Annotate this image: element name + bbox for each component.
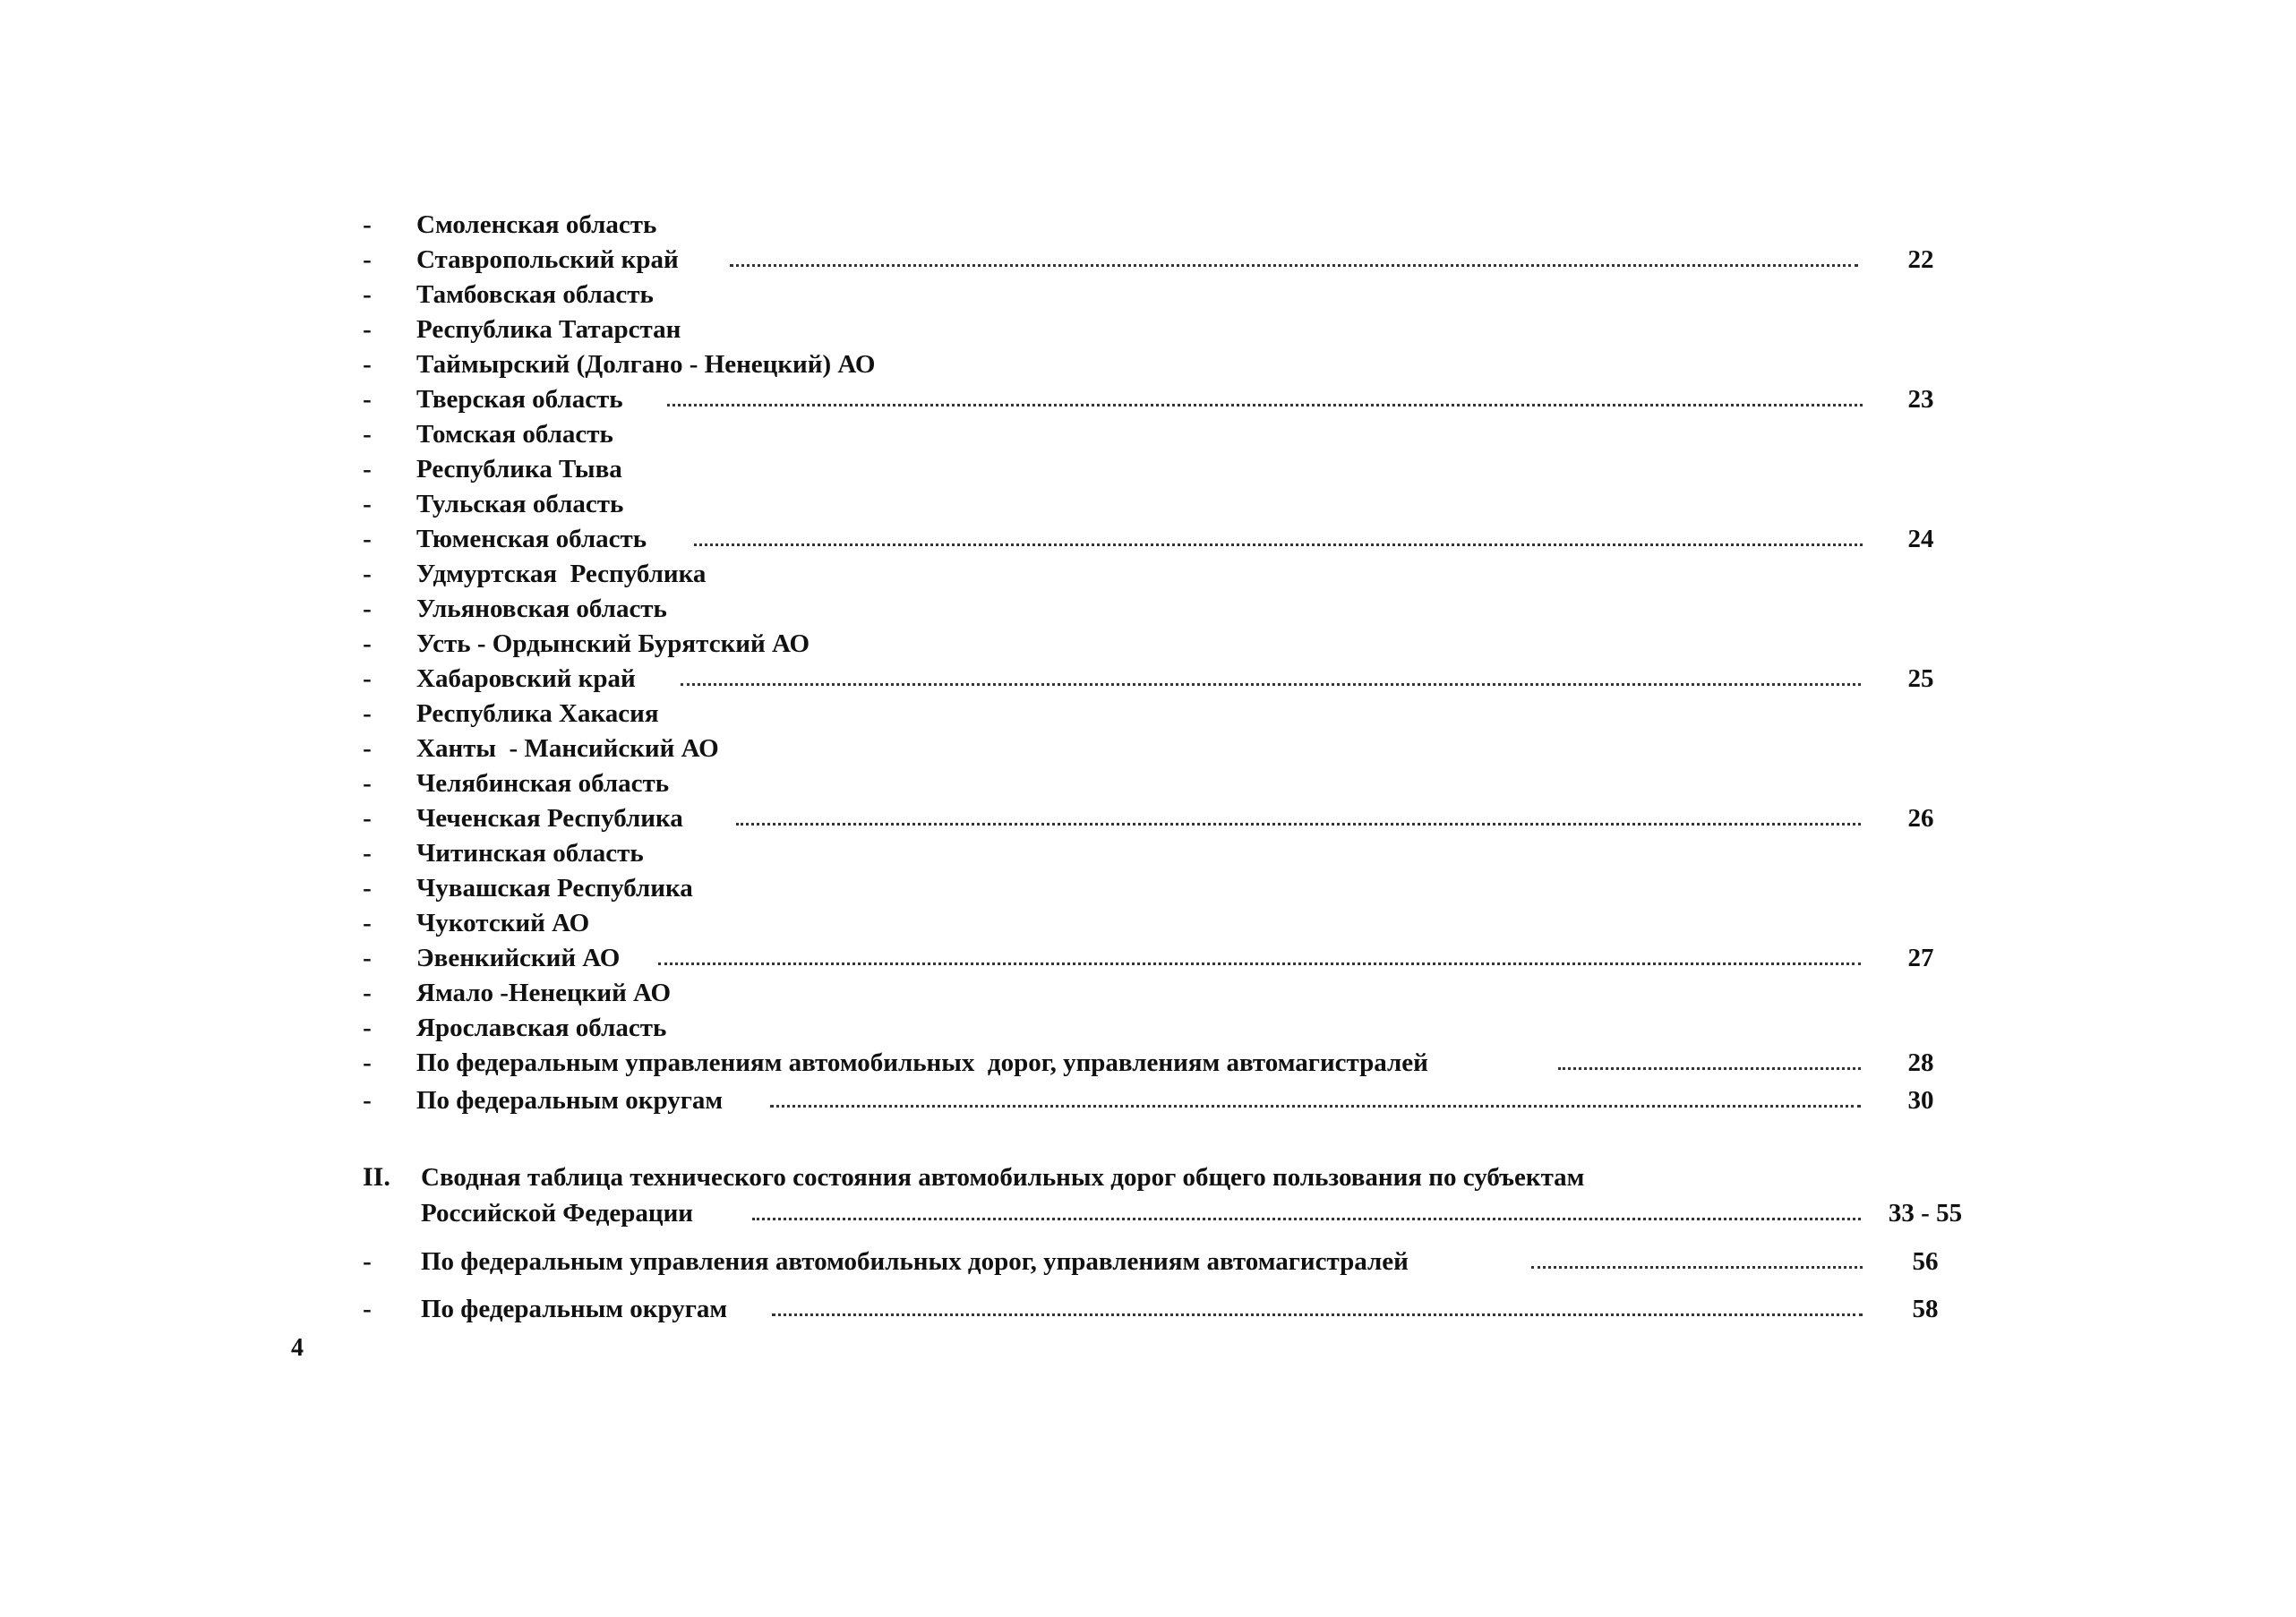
toc-entry	[0, 662, 2296, 696]
entry-title: Ярославская область	[416, 1014, 667, 1042]
dot-leader	[681, 683, 1861, 686]
entry-dash: -	[363, 490, 372, 518]
toc-entry	[0, 312, 2296, 346]
entry-dash: -	[363, 839, 372, 868]
entry-dash: -	[363, 385, 372, 414]
entry-dash: -	[363, 1247, 372, 1276]
toc-entry	[0, 906, 2296, 940]
toc-entry	[0, 382, 2296, 416]
toc-entry	[0, 1046, 2296, 1080]
section-ii-page-range: 33 - 55	[1888, 1199, 1963, 1228]
toc-entry	[0, 976, 2296, 1010]
toc-entry	[0, 627, 2296, 661]
entry-dash: -	[363, 944, 372, 972]
section-ii-title-continuation	[0, 1196, 2296, 1230]
entry-dash: -	[363, 734, 372, 763]
entry-title: Усть - Ордынский Бурятский АО	[416, 629, 810, 658]
entry-dash: -	[363, 280, 372, 309]
toc-entry	[0, 1011, 2296, 1045]
entry-page-number: 25	[1907, 664, 1934, 693]
entry-title: Тульская область	[416, 490, 624, 518]
entry-dash: -	[363, 245, 372, 274]
entry-dash: -	[363, 350, 372, 379]
toc-entry	[0, 347, 2296, 381]
toc-entry	[0, 871, 2296, 905]
entry-page-number: 23	[1907, 385, 1934, 414]
entry-title: Эвенкийский АО	[416, 944, 621, 972]
entry-dash: -	[363, 1086, 372, 1115]
entry-title: Удмуртская Республика	[416, 560, 707, 588]
entry-dash: -	[363, 315, 372, 344]
section-ii-heading	[0, 1160, 2296, 1194]
toc-entry	[0, 836, 2296, 870]
entry-dash: -	[363, 560, 372, 588]
entry-dash: -	[363, 1295, 372, 1323]
toc-entry	[0, 522, 2296, 556]
toc-entry	[0, 452, 2296, 486]
toc-entry	[0, 557, 2296, 591]
toc-entry	[0, 1083, 2296, 1117]
entry-title: Чеченская Республика	[416, 804, 683, 833]
entry-page-number: 26	[1907, 804, 1934, 833]
entry-title: Тверская область	[416, 385, 623, 414]
entry-page-number: 30	[1907, 1086, 1934, 1115]
entry-dash: -	[363, 909, 372, 937]
entry-title: Читинская область	[416, 839, 644, 868]
dot-leader	[694, 543, 1863, 546]
entry-dash: -	[363, 1014, 372, 1042]
toc-entry	[0, 278, 2296, 312]
section-ii-title-line2: Российской Федерации	[421, 1199, 694, 1228]
entry-title: Республика Хакасия	[416, 699, 659, 728]
entry-title: Тюменская область	[416, 525, 647, 553]
entry-dash: -	[363, 420, 372, 449]
entry-title: По федеральным управления автомобильных дорог, управлениям автомагистралей	[421, 1247, 1409, 1276]
entry-page-number: 27	[1907, 944, 1934, 972]
toc-entry	[0, 697, 2296, 731]
toc-entry	[0, 487, 2296, 521]
entry-dash: -	[363, 210, 372, 239]
dot-leader	[752, 1218, 1861, 1220]
entry-dash: -	[363, 629, 372, 658]
entry-dash: -	[363, 664, 372, 693]
entry-page-number: 56	[1912, 1247, 1939, 1276]
entry-title: Ставропольский край	[416, 245, 679, 274]
toc-entry	[0, 732, 2296, 766]
entry-title: Ямало -Ненецкий АО	[416, 979, 672, 1007]
entry-title: По федеральным управлениям автомобильных дорог, управлениям автомагистралей	[416, 1048, 1428, 1077]
entry-page-number: 24	[1907, 525, 1934, 553]
page-number: 4	[291, 1334, 304, 1362]
entry-dash: -	[363, 525, 372, 553]
entry-page-number: 58	[1912, 1295, 1939, 1323]
entry-title: По федеральным округам	[416, 1086, 724, 1115]
entry-title: Ульяновская область	[416, 595, 667, 623]
entry-dash: -	[363, 595, 372, 623]
dot-leader	[1531, 1266, 1863, 1269]
entry-dash: -	[363, 769, 372, 798]
entry-dash: -	[363, 699, 372, 728]
entry-title: Томская область	[416, 420, 613, 449]
section-numeral: II.	[363, 1162, 390, 1192]
entry-page-number: 22	[1907, 245, 1934, 274]
entry-title: Чувашская Республика	[416, 874, 693, 903]
dot-leader	[667, 404, 1863, 406]
dot-leader	[772, 1313, 1863, 1316]
toc-entry	[0, 801, 2296, 835]
dot-leader	[658, 962, 1861, 965]
dot-leader	[730, 264, 1858, 267]
toc-entry	[0, 1245, 2296, 1279]
entry-dash: -	[363, 455, 372, 483]
entry-dash: -	[363, 1048, 372, 1077]
entry-title: Хабаровский край	[416, 664, 636, 693]
section-ii-title-line1: Сводная таблица технического состояния автомобильных дорог общего пользования по субъектам	[421, 1163, 1585, 1192]
entry-dash: -	[363, 804, 372, 833]
toc-entry	[0, 1292, 2296, 1326]
toc-entry	[0, 941, 2296, 975]
entry-page-number: 28	[1907, 1048, 1934, 1077]
entry-title: По федеральным округам	[421, 1295, 728, 1323]
entry-title: Чукотский АО	[416, 909, 590, 937]
entry-title: Республика Тыва	[416, 455, 622, 483]
entry-title: Тамбовская область	[416, 280, 654, 309]
entry-title: Ханты - Мансийский АО	[416, 734, 719, 763]
toc-entry	[0, 208, 2296, 242]
entry-dash: -	[363, 979, 372, 1007]
entry-title: Республика Татарстан	[416, 315, 681, 344]
toc-entry	[0, 417, 2296, 451]
entry-dash: -	[363, 874, 372, 903]
entry-title: Смоленская область	[416, 210, 657, 239]
dot-leader	[1558, 1067, 1861, 1070]
dot-leader	[770, 1105, 1861, 1108]
entry-title: Челябинская область	[416, 769, 670, 798]
toc-entry	[0, 766, 2296, 800]
toc-entry	[0, 243, 2296, 277]
dot-leader	[736, 823, 1861, 826]
toc-entry	[0, 592, 2296, 626]
entry-title: Таймырский (Долгано - Ненецкий) АО	[416, 350, 876, 379]
